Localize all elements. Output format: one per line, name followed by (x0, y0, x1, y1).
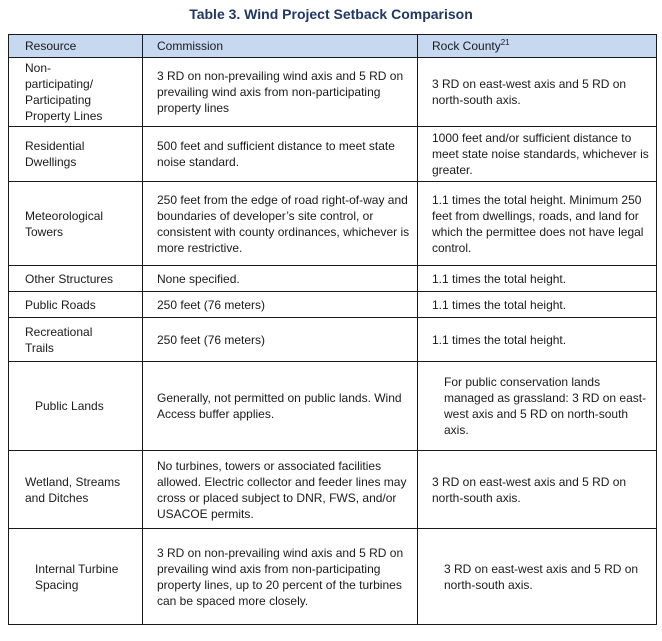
table-row (9, 529, 657, 625)
commission-cell: 3 RD on non-prevailing wind axis and 5 RD on prevailing wind axis from non-participating property lines (143, 58, 418, 127)
rock-county-cell: 1.1 times the total height. (418, 318, 657, 362)
table-row (9, 127, 657, 182)
table-row (9, 58, 657, 127)
commission-cell: 500 feet and sufficient distance to meet state noise standard. (143, 127, 418, 182)
rock-county-cell: 3 RD on east-west axis and 5 RD on north-south axis. (418, 58, 657, 127)
header-resource: Resource (9, 35, 143, 58)
resource-cell: Wetland, Streams and Ditches (9, 451, 143, 529)
footnote-marker: 21 (500, 38, 510, 47)
resource-cell: Public Roads (9, 292, 143, 318)
table-title: Table 3. Wind Project Setback Comparison (189, 6, 473, 22)
header-rock-county-label: Rock County (432, 39, 501, 53)
rock-county-cell: 3 RD on east-west axis and 5 RD on north-south axis. (418, 451, 657, 529)
resource-cell: Internal Turbine Spacing (9, 529, 143, 625)
resource-cell: Public Lands (9, 362, 143, 451)
resource-cell: Non-participating/ Participating Property Lines (9, 58, 143, 127)
commission-cell: 250 feet (76 meters) (143, 292, 418, 318)
header-rock-county (418, 35, 657, 58)
rock-county-cell: 1.1 times the total height. (418, 266, 657, 292)
table-row (9, 362, 657, 451)
rock-county-cell: 1.1 times the total height. (418, 292, 657, 318)
rock-county-cell: 3 RD on east-west axis and 5 RD on north-south axis. (418, 529, 657, 625)
rock-county-cell: 1.1 times the total height. Minimum 250 feet from dwellings, roads, and land for which the permittee does not have legal control. (418, 182, 657, 266)
setback-comparison-table (8, 34, 657, 625)
resource-cell: Meteorological Towers (9, 182, 143, 266)
commission-cell: None specified. (143, 266, 418, 292)
resource-cell: Other Structures (9, 266, 143, 292)
header-commission: Commission (143, 35, 418, 58)
table-row (9, 182, 657, 266)
table-row (9, 451, 657, 529)
commission-cell: No turbines, towers or associated facilities allowed. Electric collector and feeder lines may cross or placed subject to DNR, FWS, and/or USACOE permits. (143, 451, 418, 529)
resource-cell: Residential Dwellings (9, 127, 143, 182)
table-row (9, 318, 657, 362)
resource-cell: Recreational Trails (9, 318, 143, 362)
commission-cell: Generally, not permitted on public lands. Wind Access buffer applies. (143, 362, 418, 451)
rock-county-cell: For public conservation lands managed as grassland: 3 RD on east-west axis and 5 RD on north-south axis. (418, 362, 657, 451)
table-row (9, 292, 657, 318)
table-row (9, 266, 657, 292)
rock-county-cell: 1000 feet and/or sufficient distance to meet state noise standards, whichever is greater. (418, 127, 657, 182)
commission-cell: 250 feet (76 meters) (143, 318, 418, 362)
commission-cell: 250 feet from the edge of road right-of-way and boundaries of developer’s site control, or consistent with county ordinances, whichever is more restrictive. (143, 182, 418, 266)
header-row (9, 35, 657, 58)
commission-cell: 3 RD on non-prevailing wind axis and 5 RD on prevailing wind axis from non-participating property lines, up to 20 percent of the turbines can be spaced more closely. (143, 529, 418, 625)
